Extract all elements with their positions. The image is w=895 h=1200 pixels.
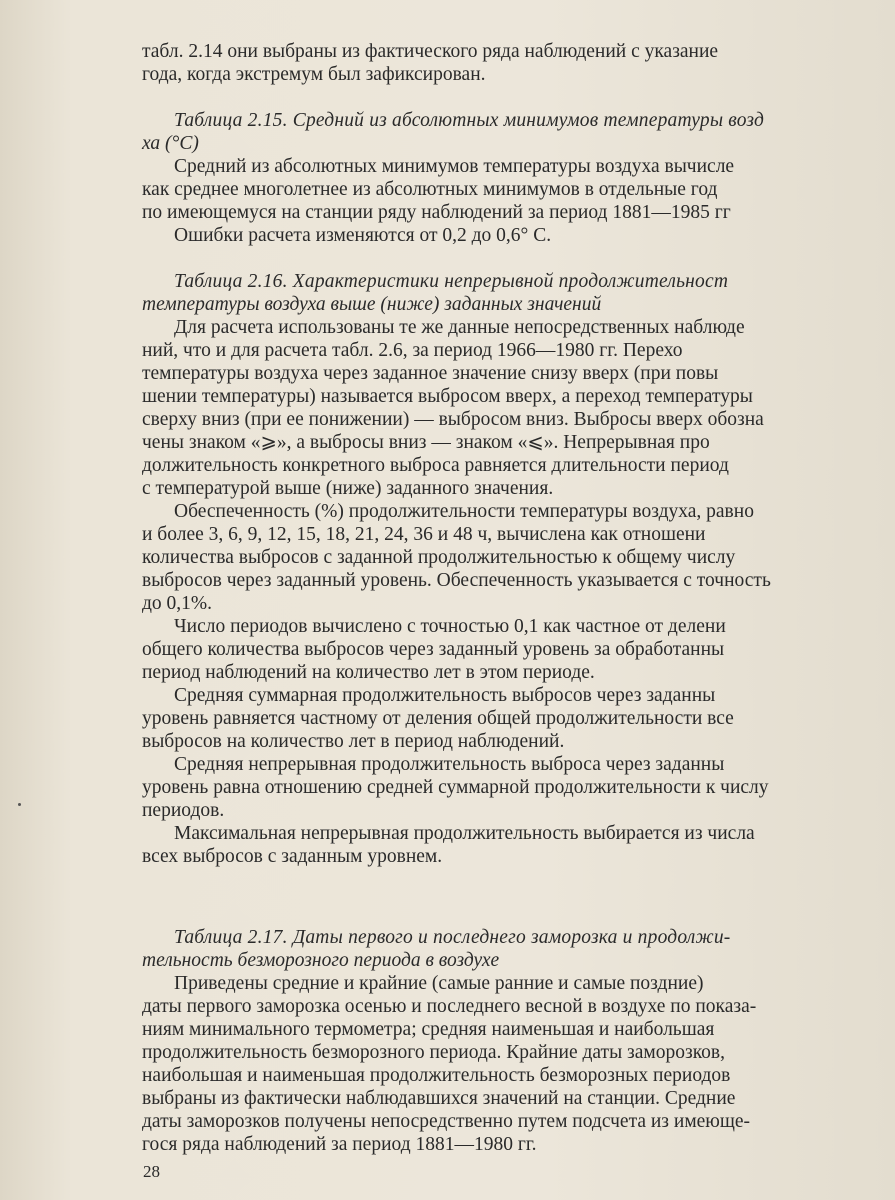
table-caption-line: Таблица 2.16. Характеристики непрерывной продолжительност	[174, 271, 729, 292]
text-line: по имеющемуся на станции ряду наблюдений за период 1881—1985 гг	[142, 202, 731, 223]
text-line: табл. 2.14 они выбраны из фактического ряда наблюдений с указание	[142, 41, 719, 62]
text-line: шении температуры) называется выбросом вверх, а переход температуры	[142, 386, 753, 407]
text-line: количества выбросов с заданной продолжительностью к общему числу	[142, 547, 736, 568]
text-line: года, когда экстремум был зафиксирован.	[142, 64, 486, 85]
page-number: 28	[143, 1162, 160, 1181]
text-line: Для расчета использованы те же данные непосредственных наблюде	[174, 317, 745, 338]
paper-speck	[18, 803, 21, 806]
table-caption-line: тельность безморозного периода в воздухе	[142, 950, 500, 971]
table-caption-line: ха (°С)	[142, 133, 199, 154]
text-line: гося ряда наблюдений за период 1881—1980 гг.	[142, 1134, 537, 1155]
text-line: температуры воздуха через заданное значение снизу вверх (при повы	[142, 363, 719, 384]
text-line: Средняя суммарная продолжительность выбросов через заданны	[174, 685, 716, 706]
text-line: выбросов через заданный уровень. Обеспеченность указывается с точность	[142, 570, 771, 591]
text-line: периодов.	[142, 800, 225, 821]
spacer	[142, 86, 895, 109]
text-line: наибольшая и наименьшая продолжительность безморозных периодов	[142, 1065, 731, 1086]
text-line: Средняя непрерывная продолжительность выброса через заданны	[174, 754, 725, 775]
text-line: всех выбросов с заданным уровнем.	[142, 846, 443, 867]
text-line: с температурой выше (ниже) заданного значения.	[142, 478, 554, 499]
text-line: даты первого заморозка осенью и последнего весной в воздухе по показа-	[142, 996, 757, 1017]
text-line: продолжительность безморозного периода. Крайние даты заморозков,	[142, 1042, 726, 1063]
text-line: уровень равняется частному от деления общей продолжительности все	[142, 708, 734, 729]
text-line: Число периодов вычислено с точностью 0,1 как частное от делени	[174, 616, 726, 637]
table-caption-line: Таблица 2.17. Даты первого и последнего заморозка и продолжи-	[174, 927, 731, 948]
text-line: ний, что и для расчета табл. 2.6, за период 1966—1980 гг. Перехо	[142, 340, 683, 361]
table-caption-line: Таблица 2.15. Средний из абсолютных минимумов температуры возд	[174, 110, 765, 131]
spacer	[142, 247, 895, 270]
text-line: Максимальная непрерывная продолжительность выбирается из числа	[174, 823, 755, 844]
text-line: Приведены средние и крайние (самые ранние и самые поздние)	[174, 973, 704, 994]
text-line: ниям минимального термометра; средняя наименьшая и наибольшая	[142, 1019, 715, 1040]
text-line: должительность конкретного выброса равняется длительности период	[142, 455, 729, 476]
text-line: до 0,1%.	[142, 593, 213, 614]
table-caption-line: температуры воздуха выше (ниже) заданных значений	[142, 294, 602, 315]
text-line: Средний из абсолютных минимумов температуры воздуха вычисле	[174, 156, 735, 177]
spacer	[142, 868, 895, 926]
text-line: Обеспеченность (%) продолжительности температуры воздуха, равно	[174, 501, 754, 522]
text-line: даты заморозков получены непосредственно путем подсчета из имеюще-	[142, 1111, 751, 1132]
text-line: выбросов на количество лет в период наблюдений.	[142, 731, 565, 752]
text-line: и более 3, 6, 9, 12, 15, 18, 21, 24, 36 и 48 ч, вычислена как отношени	[142, 524, 706, 545]
page-body	[142, 40, 895, 1156]
text-line: общего количества выбросов через заданный уровень за обработанны	[142, 639, 725, 660]
text-line: Ошибки расчета изменяются от 0,2 до 0,6° С.	[174, 225, 552, 246]
text-line: как среднее многолетнее из абсолютных минимумов в отдельные год	[142, 179, 718, 200]
text-line: период наблюдений на количество лет в этом периоде.	[142, 662, 595, 683]
text-line: чены знаком «⩾», а выбросы вниз — знаком «⩽». Непрерывная про	[142, 432, 710, 453]
text-line: сверху вниз (при ее понижении) — выбросом вниз. Выбросы вверх обозна	[142, 409, 764, 430]
text-line: уровень равна отношению средней суммарной продолжительности к числу	[142, 777, 769, 798]
text-line: выбраны из фактически наблюдавшихся значений на станции. Средние	[142, 1088, 736, 1109]
